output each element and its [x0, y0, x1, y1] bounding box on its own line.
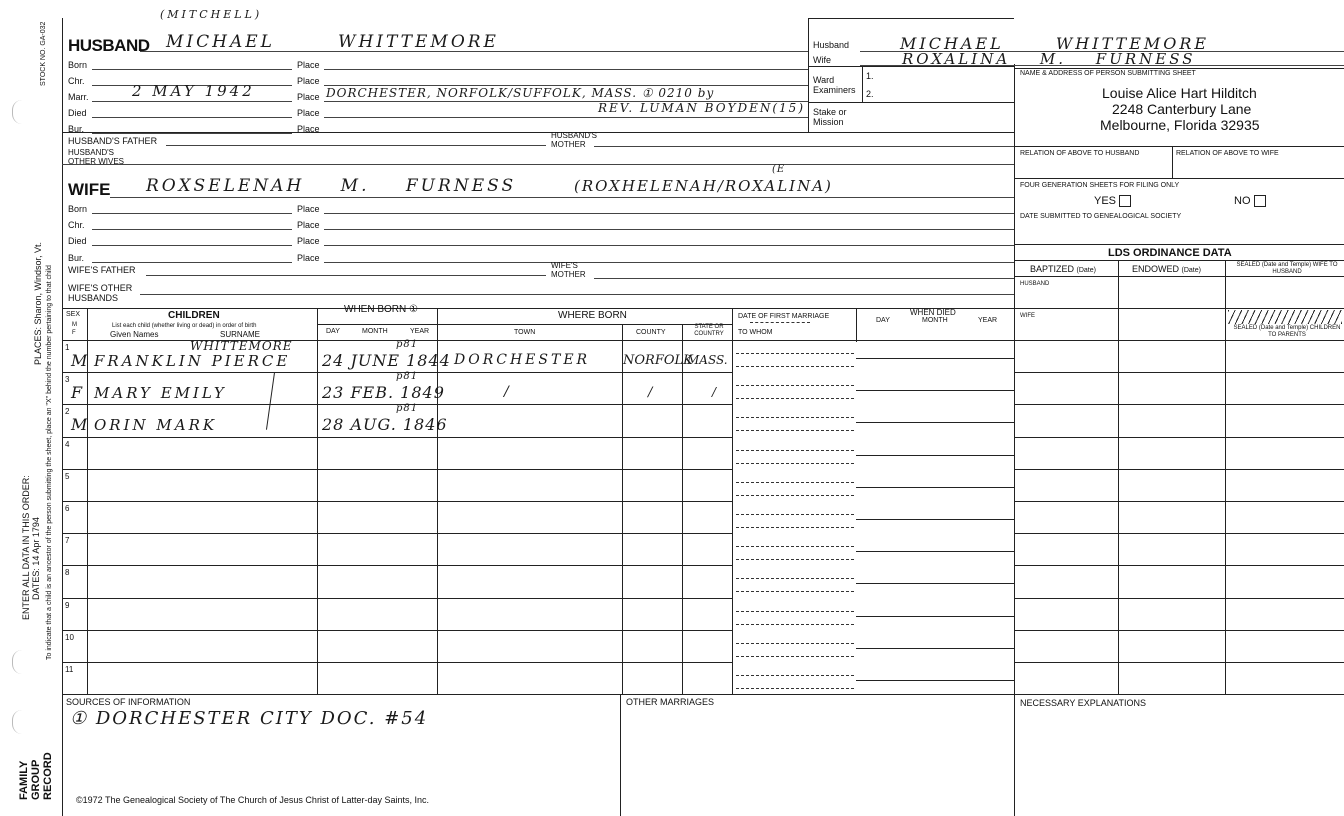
ancestor-note: To indicate that a child is an ancestor of the person submitting the sheet, place an "X" behind the number pertaining to that child	[46, 265, 53, 660]
child-row-line	[62, 501, 732, 502]
child-marriage-dash	[736, 578, 854, 579]
child-marriage-dash	[736, 385, 854, 386]
lds-row-line	[1014, 598, 1344, 599]
punch-hole-mid	[12, 650, 23, 674]
child-number: 3	[65, 375, 70, 384]
no-checkbox[interactable]	[1254, 195, 1266, 207]
sealed-hatch	[1228, 310, 1342, 324]
wife-father-label: WIFE'S FATHER	[68, 265, 136, 275]
husband-chr-place-label: Place	[297, 76, 320, 86]
lds-row-line	[1014, 630, 1344, 631]
child-number: 8	[65, 568, 70, 577]
husband-given-name[interactable]: MICHAEL	[166, 32, 275, 52]
child-born-date[interactable]: 28 AUG. 1846	[322, 415, 448, 434]
husband-marr-date[interactable]: 2 MAY 1942	[132, 82, 255, 100]
child-born-date[interactable]: 23 FEB. 1849	[322, 383, 445, 402]
child-whom-dash	[736, 624, 854, 625]
given-names-label: Given Names	[110, 330, 159, 339]
child-ref: p81	[396, 403, 419, 414]
child-ref: p81	[396, 371, 419, 382]
child-sex[interactable]: M	[71, 351, 88, 370]
sources-label: SOURCES OF INFORMATION	[66, 697, 191, 707]
examiner-2: 2.	[866, 89, 874, 99]
child-town[interactable]: DORCHESTER	[454, 352, 591, 368]
child-whom-dash	[736, 688, 854, 689]
examiners-label: Examiners	[813, 85, 856, 95]
child-died-line	[856, 648, 1014, 649]
husband-marr-label: Marr.	[68, 92, 89, 102]
child-sex[interactable]: F	[71, 383, 83, 402]
children-label: CHILDREN	[168, 310, 220, 321]
places-note: PLACES: Sharon, Windsor, Vt.	[33, 241, 43, 365]
county-label: COUNTY	[636, 329, 666, 336]
endowed-label: ENDOWED (Date)	[1132, 264, 1201, 274]
submitter-label: NAME & ADDRESS OF PERSON SUBMITTING SHEET	[1020, 70, 1196, 77]
lds-row-line	[1014, 662, 1344, 663]
explanations-label: NECESSARY EXPLANATIONS	[1020, 698, 1147, 708]
no-option[interactable]: NO	[1234, 195, 1266, 207]
lds-row-line	[1014, 533, 1344, 534]
child-died-line	[856, 616, 1014, 617]
child-whom-dash	[736, 430, 854, 431]
child-marriage-dash	[736, 482, 854, 483]
child-state[interactable]: MASS.	[687, 353, 728, 367]
husband-marr-place[interactable]: DORCHESTER, NORFOLK/SUFFOLK, MASS. ① 0210 by	[326, 86, 715, 100]
child-name[interactable]: FRANKLIN PIERCE	[94, 352, 291, 370]
husband-born-label: Born	[68, 60, 88, 70]
child-marriage-dash	[736, 675, 854, 676]
wife-bur-place-label: Place	[297, 253, 320, 263]
yes-option[interactable]: YES	[1094, 195, 1131, 207]
lds-row-line	[1014, 501, 1344, 502]
husband-bur-label: Bur.	[68, 124, 85, 134]
date-submitted-label: DATE SUBMITTED TO GENEALOGICAL SOCIETY	[1020, 213, 1182, 220]
wife-born-place-label: Place	[297, 204, 320, 214]
child-number: 2	[65, 407, 70, 416]
child-marriage-dash	[736, 546, 854, 547]
punch-hole-top	[12, 100, 23, 124]
child-whom-dash	[736, 398, 854, 399]
child-state[interactable]: /	[712, 385, 717, 399]
child-row-line	[62, 533, 732, 534]
husband-father-label: HUSBAND'S FATHER	[68, 136, 158, 146]
lds-husband-label: HUSBAND	[1020, 281, 1050, 287]
baptized-label: BAPTIZED (Date)	[1030, 264, 1096, 274]
died-month-label: MONTH	[922, 317, 948, 324]
submitter-city: Melbourne, Florida 32935	[1100, 117, 1260, 133]
child-number: 7	[65, 536, 70, 545]
child-whom-dash	[736, 527, 854, 528]
child-surname-note[interactable]: WHITTEMORE	[190, 339, 293, 353]
wife-bur-label: Bur.	[68, 253, 85, 263]
yes-checkbox[interactable]	[1119, 195, 1131, 207]
child-died-line	[856, 455, 1014, 456]
ward-label: Ward	[813, 75, 835, 85]
child-county[interactable]: NORFOLK	[623, 353, 693, 368]
mf-label: M F	[72, 322, 77, 336]
submitter-name: Louise Alice Hart Hilditch	[1102, 85, 1257, 101]
child-marriage-dash	[736, 353, 854, 354]
child-number: 1	[65, 343, 70, 352]
where-born-label: WHERE BORN	[558, 310, 627, 321]
four-gen-label: FOUR GENERATION SHEETS FOR FILING ONLY	[1020, 182, 1180, 189]
child-row-line	[62, 469, 732, 470]
examiner-1: 1.	[866, 71, 874, 81]
other-marriages-label: OTHER MARRIAGES	[626, 697, 715, 707]
child-marriage-dash	[736, 417, 854, 418]
rh-wife-label: Wife	[813, 55, 831, 65]
stake-label: Stake or Mission	[813, 107, 847, 127]
child-died-line	[856, 551, 1014, 552]
first-marriage-label: DATE OF FIRST MARRIAGE	[738, 313, 830, 320]
lds-row-line	[1014, 565, 1344, 566]
husband-surname[interactable]: WHITTEMORE	[338, 32, 499, 52]
child-county[interactable]: /	[648, 385, 653, 400]
family-group-record-title: FAMILY GROUP RECORD	[18, 752, 54, 800]
husband-heading: HUSBAND	[68, 36, 150, 55]
dates-note: DATES: 14 Apr 1794	[31, 517, 41, 600]
wife-died-label: Died	[68, 236, 87, 246]
husband-died-place-label: Place	[297, 108, 320, 118]
lds-wife-label: WIFE	[1020, 313, 1035, 319]
child-number: 5	[65, 472, 70, 481]
copyright: ©1972 The Genealogical Society of The Church of Jesus Christ of Latter-day Saints, Inc.	[76, 795, 429, 805]
relation-wife-label: RELATION OF ABOVE TO WIFE	[1176, 150, 1279, 157]
child-whom-dash	[736, 656, 854, 657]
husband-chr-label: Chr.	[68, 76, 85, 86]
relation-husband-label: RELATION OF ABOVE TO HUSBAND	[1020, 150, 1140, 157]
rh-husband-label: Husband	[813, 40, 850, 50]
enter-all-note: ENTER ALL DATA IN THIS ORDER:	[21, 475, 31, 620]
husband-mother-label: HUSBAND'S MOTHER	[551, 131, 597, 149]
lds-row-line	[1014, 404, 1344, 405]
stock-number: STOCK NO. GA-032	[40, 21, 47, 86]
child-row-line	[62, 630, 732, 631]
child-whom-dash	[736, 559, 854, 560]
child-row-line	[62, 565, 732, 566]
wife-name[interactable]: ROXSELENAH M. FURNESS	[146, 176, 517, 196]
ditto-stroke	[266, 372, 275, 430]
born-year-label: YEAR	[410, 328, 430, 335]
died-year-label: YEAR	[978, 317, 998, 324]
child-whom-dash	[736, 463, 854, 464]
punch-hole-bottom	[12, 710, 23, 734]
lds-row-line	[1014, 469, 1344, 470]
born-month-label: MONTH	[362, 328, 388, 335]
sealed-wife-label: SEALED (Date and Temple) WIFE TO HUSBAND	[1236, 262, 1338, 275]
wife-alt-name[interactable]: (ROXHELENAH/ROXALINA)	[574, 177, 833, 195]
husband-marr-officiant[interactable]: REV. LUMAN BOYDEN(15)	[598, 101, 805, 115]
children-list-note: List each child (whether living or dead) in order of birth	[112, 323, 257, 329]
child-whom-dash	[736, 366, 854, 367]
child-whom-dash	[736, 495, 854, 496]
child-died-line	[856, 390, 1014, 391]
husband-died-label: Died	[68, 108, 87, 118]
lds-row-line	[1014, 437, 1344, 438]
child-number: 6	[65, 504, 70, 513]
to-whom-label: TO WHOM	[738, 329, 773, 336]
wife-chr-place-label: Place	[297, 220, 320, 230]
husband-marr-place-label: Place	[297, 92, 320, 102]
rh-wife-value[interactable]: ROXALINA M. FURNESS	[902, 50, 1196, 68]
child-died-line	[856, 583, 1014, 584]
wife-alt-mark: (E	[772, 164, 786, 175]
child-ref: p81	[396, 339, 419, 350]
sex-label: SEX	[66, 311, 81, 318]
child-sex[interactable]: M	[71, 415, 88, 434]
when-died-label: WHEN DIED	[910, 308, 956, 317]
child-row-line	[62, 437, 732, 438]
lds-title: LDS ORDINANCE DATA	[1108, 247, 1232, 259]
surname-label: SURNAME	[220, 330, 261, 339]
child-marriage-dash	[736, 611, 854, 612]
husband-alt-name: (MITCHELL)	[160, 8, 263, 21]
wife-mother-label: WIFE'S MOTHER	[551, 261, 586, 279]
child-number: 10	[65, 633, 74, 642]
sources-value[interactable]: ① DORCHESTER CITY DOC. #54	[70, 708, 429, 729]
child-died-line	[856, 519, 1014, 520]
child-marriage-dash	[736, 514, 854, 515]
state-label: STATE OR COUNTRY	[694, 324, 724, 337]
town-label: TOWN	[514, 329, 536, 336]
child-marriage-dash	[736, 450, 854, 451]
lds-row-line	[1014, 372, 1344, 373]
when-born-label: WHEN BORN ①	[344, 304, 418, 315]
died-day-label: DAY	[876, 317, 890, 324]
child-marriage-dash	[736, 643, 854, 644]
child-name[interactable]: ORIN MARK	[94, 416, 218, 434]
wife-chr-label: Chr.	[68, 220, 85, 230]
child-died-line	[856, 422, 1014, 423]
child-number: 4	[65, 440, 70, 449]
child-died-line	[856, 487, 1014, 488]
child-row-line	[62, 598, 732, 599]
child-died-line	[856, 680, 1014, 681]
child-row-line	[62, 662, 732, 663]
wife-heading: WIFE	[68, 180, 111, 199]
submitter-street: 2248 Canterbury Lane	[1112, 101, 1252, 117]
child-number: 9	[65, 601, 70, 610]
wife-died-place-label: Place	[297, 236, 320, 246]
child-whom-dash	[736, 591, 854, 592]
wife-other-husbands-label: WIFE'S OTHER HUSBANDS	[68, 283, 133, 303]
husband-bur-place-label: Place	[297, 124, 320, 134]
wife-born-label: Born	[68, 204, 88, 214]
child-name[interactable]: MARY EMILY	[94, 384, 227, 402]
born-day-label: DAY	[326, 328, 340, 335]
rh-husband-value[interactable]: MICHAEL WHITTEMORE	[900, 34, 1210, 53]
sealed-children-label: SEALED (Date and Temple) CHILDREN TO PARENTS	[1233, 325, 1341, 338]
child-born-date[interactable]: 24 JUNE 1844	[322, 351, 451, 370]
child-died-line	[856, 358, 1014, 359]
child-town[interactable]: /	[504, 384, 512, 400]
husband-other-wives-label: HUSBAND'S OTHER WIVES	[68, 148, 125, 166]
child-number: 11	[65, 665, 74, 674]
husband-born-place-label: Place	[297, 60, 320, 70]
